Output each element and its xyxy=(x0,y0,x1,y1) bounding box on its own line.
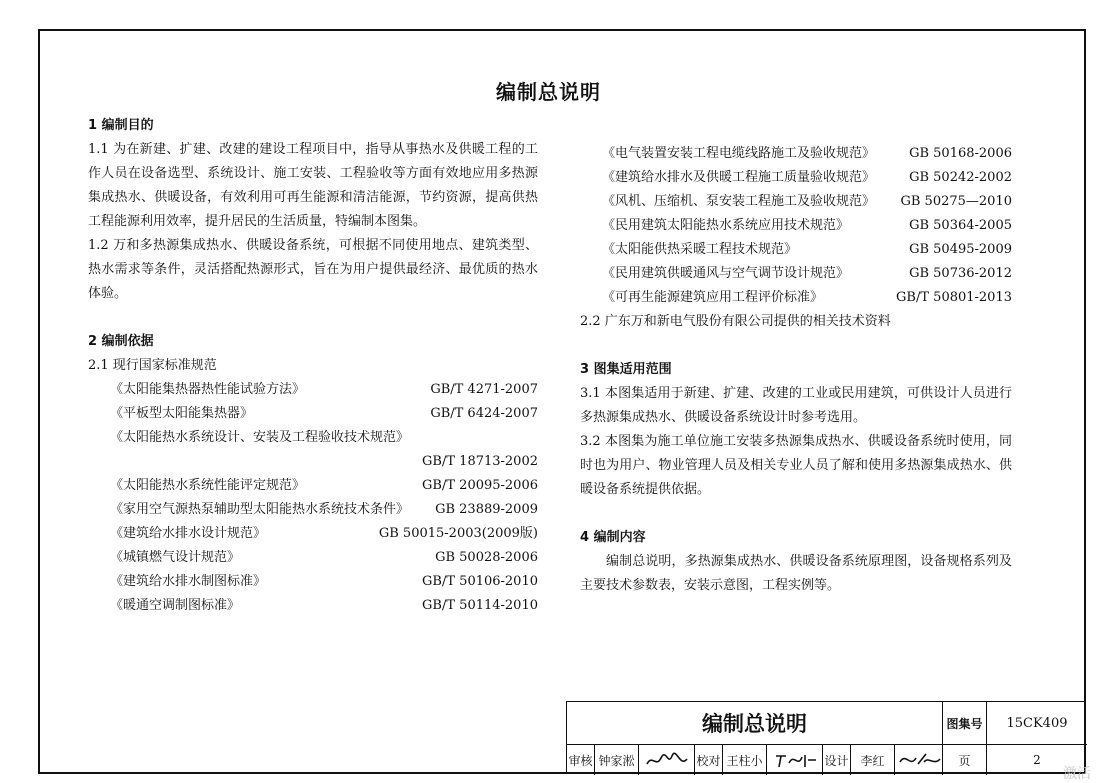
standard-item: 《民用建筑太阳能热水系统应用技术规范》 GB 50364-2005 xyxy=(602,218,1012,233)
section-2-1-heading: 2.1 现行国家标准规范 xyxy=(88,358,217,373)
standard-item: 《家用空气源热泵辅助型太阳能热水系统技术条件》 GB 23889-2009 xyxy=(110,502,538,517)
page-number: 2 xyxy=(1033,753,1041,767)
check-name: 王柱小 xyxy=(723,745,767,775)
page-label: 页 xyxy=(943,745,987,775)
atlas-number-label: 图集号 xyxy=(943,702,987,745)
check-signature xyxy=(767,745,823,775)
standard-item: 《可再生能源建筑应用工程评价标准》 GB/T 50801-2013 xyxy=(602,290,1012,305)
activation-watermark: 激活 xyxy=(1063,766,1091,782)
section-2-heading: 2 编制依据 xyxy=(88,334,154,349)
left-column xyxy=(88,114,538,618)
section-1-1-paragraph: 1.1 为在新建、扩建、改建的建设工程项目中，指导从事热水及供暖工程的工作人员在设备选型、系统设计、施工安装、工程验收等方面有效地应用多热源集成热水、供暖设备，有效利用可再生能源和清洁能源，节约资源，提高供热工程能源利用效率，提升居民的生活质量，特编制本图集。 xyxy=(88,142,538,229)
section-4-heading: 4 编制内容 xyxy=(580,530,646,545)
standard-item: 《太阳能供热采暖工程技术规范》 GB 50495-2009 xyxy=(602,242,1012,257)
standard-item: 《建筑给水排水制图标准》 GB/T 50106-2010 xyxy=(110,574,538,589)
standard-item: 《民用建筑供暖通风与空气调节设计规范》 GB 50736-2012 xyxy=(602,266,1012,281)
standard-item: 《暖通空调制图标准》 GB/T 50114-2010 xyxy=(110,598,538,613)
standard-item: 《建筑给水排水及供暖工程施工质量验收规范》 GB 50242-2002 xyxy=(602,170,1012,185)
design-label: 设计 xyxy=(823,745,851,775)
section-1-2-paragraph: 1.2 万和多热源集成热水、供暖设备系统，可根据不同使用地点、建筑类型、热水需求等条件，灵活搭配热源形式，旨在为用户提供最经济、最优质的热水体验。 xyxy=(88,238,538,301)
atlas-number-value: 15CK409 xyxy=(987,702,1087,745)
review-label: 审核 xyxy=(567,745,595,775)
standard-item: 《风机、压缩机、泵安装工程施工及验收规范》 GB 50275—2010 xyxy=(602,194,1012,209)
section-3-2-paragraph: 3.2 本图集为施工单位施工安装多热源集成热水、供暖设备系统时使用，同时也为用户、物业管理人员及相关专业人员了解和使用多热源集成热水、供暖设备系统提供依据。 xyxy=(580,434,1012,497)
design-signature xyxy=(895,745,943,775)
section-2-2-paragraph: 2.2 广东万和新电气股份有限公司提供的相关技术资料 xyxy=(580,314,891,329)
review-signature xyxy=(639,745,695,775)
standard-item: 《电气装置安装工程电缆线路施工及验收规范》 GB 50168-2006 xyxy=(602,146,1012,161)
check-label: 校对 xyxy=(695,745,723,775)
standard-item-name: 《太阳能热水系统设计、安装及工程验收技术规范》 xyxy=(110,430,410,445)
section-4-paragraph: 编制总说明，多热源集成热水、供暖设备系统原理图，设备规格系列及主要技术参数表，安装示意图，工程实例等。 xyxy=(580,554,1012,593)
design-name: 李红 xyxy=(851,745,895,775)
page-title: 编制总说明 xyxy=(496,80,601,104)
title-block-title: 编制总说明 xyxy=(567,702,943,745)
standard-item: 《太阳能集热器热性能试验方法》 GB/T 4271-2007 xyxy=(110,382,538,397)
right-column xyxy=(580,142,1012,598)
section-3-heading: 3 图集适用范围 xyxy=(580,362,672,377)
section-3-1-paragraph: 3.1 本图集适用于新建、扩建、改建的工业或民用建筑，可供设计人员进行多热源集成热水、供暖设备系统设计时参考选用。 xyxy=(580,386,1012,425)
review-name: 钟家淞 xyxy=(595,745,639,775)
section-1-heading: 1 编制目的 xyxy=(88,118,154,133)
standard-item: 《太阳能热水系统性能评定规范》 GB/T 20095-2006 xyxy=(110,478,538,493)
standard-item: 《城镇燃气设计规范》 GB 50028-2006 xyxy=(110,550,538,565)
standard-item: 《平板型太阳能集热器》 GB/T 6424-2007 xyxy=(110,406,538,421)
signature-row xyxy=(567,745,1087,775)
standard-item: 《建筑给水排水设计规范》 GB 50015-2003(2009版) xyxy=(110,526,538,541)
standard-item-code: GB/T 18713-2002 xyxy=(422,454,538,469)
title-block xyxy=(566,701,1086,774)
